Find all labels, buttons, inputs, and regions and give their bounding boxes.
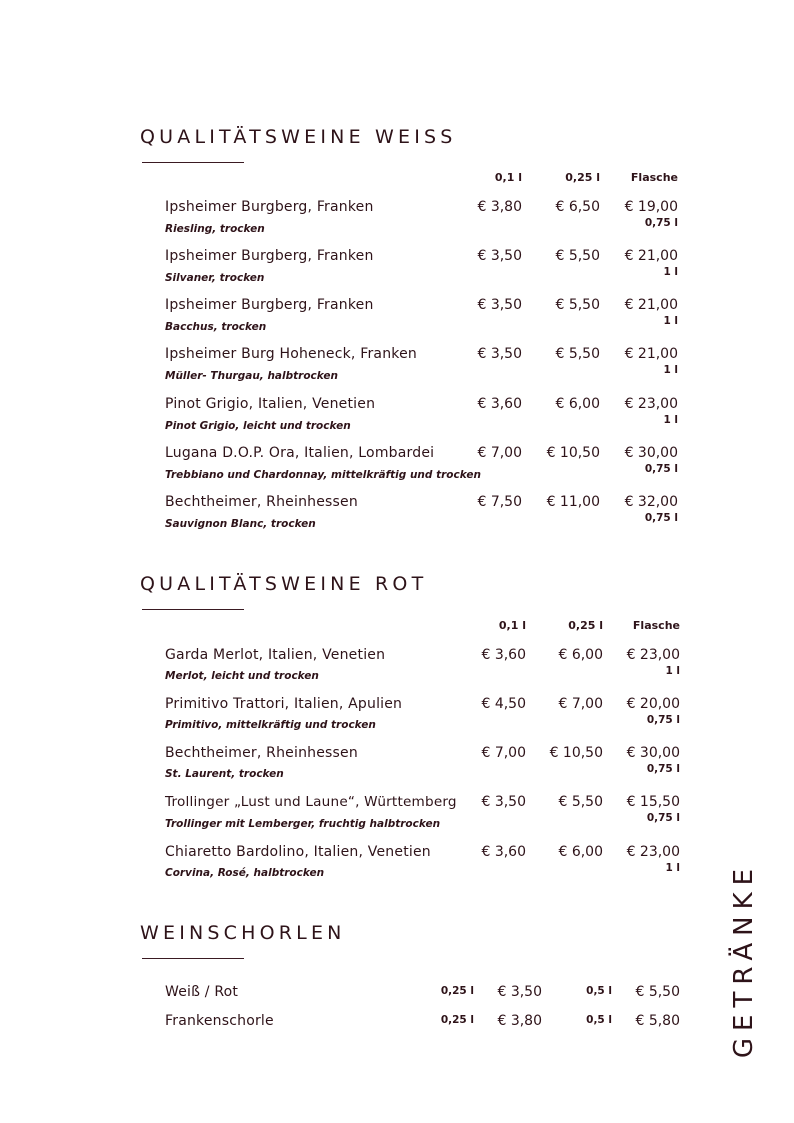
price-medium: € 5,50 xyxy=(555,346,600,362)
section-rule-weinschorlen xyxy=(142,958,244,959)
wine-desc: Trollinger mit Lemberger, fruchtig halbtrocken xyxy=(165,818,441,830)
side-title-text: GETRÄNKE xyxy=(729,861,759,1059)
wine-name: Primitivo Trattori, Italien, Apulien xyxy=(165,696,403,712)
col-head-bottle: Flasche xyxy=(632,619,680,632)
col-head-small: 0,1 l xyxy=(498,619,526,632)
bottle-volume: 0,75 l xyxy=(646,763,680,775)
schorle-price-small: € 3,80 xyxy=(497,1013,542,1029)
wine-name: Ipsheimer Burgberg, Franken xyxy=(165,199,374,215)
price-medium: € 5,50 xyxy=(555,297,600,313)
col-head-medium: 0,25 l xyxy=(565,171,600,184)
price-small: € 3,60 xyxy=(481,844,526,860)
price-medium: € 10,50 xyxy=(546,445,600,461)
wine-desc: St. Laurent, trocken xyxy=(165,768,284,780)
price-small: € 3,50 xyxy=(477,297,522,313)
wine-desc: Merlot, leicht und trocken xyxy=(165,670,319,682)
price-medium: € 7,00 xyxy=(558,696,603,712)
wine-name: Bechtheimer, Rheinhessen xyxy=(165,745,358,761)
price-bottle: € 23,00 xyxy=(626,844,680,860)
wine-name: Bechtheimer, Rheinhessen xyxy=(165,494,358,510)
price-bottle: € 21,00 xyxy=(624,297,678,313)
schorle-volume-small: 0,25 l xyxy=(440,985,474,997)
wine-name: Ipsheimer Burg Hoheneck, Franken xyxy=(165,346,417,362)
bottle-volume: 1 l xyxy=(663,414,678,426)
price-small: € 7,00 xyxy=(481,745,526,761)
price-medium: € 5,50 xyxy=(555,248,600,264)
price-small: € 3,80 xyxy=(477,199,522,215)
schorle-price-large: € 5,50 xyxy=(635,984,680,1000)
wine-name: Lugana D.O.P. Ora, Italien, Lombardei xyxy=(165,445,435,461)
price-bottle: € 15,50 xyxy=(626,794,680,810)
col-head-bottle: Flasche xyxy=(630,171,678,184)
schorle-name: Frankenschorle xyxy=(165,1013,274,1029)
price-medium: € 5,50 xyxy=(558,794,603,810)
bottle-volume: 1 l xyxy=(665,862,680,874)
wine-desc: Riesling, trocken xyxy=(165,223,265,235)
schorle-name: Weiß / Rot xyxy=(165,984,239,1000)
schorle-price-large: € 5,80 xyxy=(635,1013,680,1029)
price-bottle: € 30,00 xyxy=(626,745,680,761)
wine-desc: Corvina, Rosé, halbtrocken xyxy=(165,867,325,879)
price-small: € 7,00 xyxy=(477,445,522,461)
schorle-price-small: € 3,50 xyxy=(497,984,542,1000)
bottle-volume: 0,75 l xyxy=(646,812,680,824)
price-bottle: € 20,00 xyxy=(626,696,680,712)
price-bottle: € 19,00 xyxy=(624,199,678,215)
bottle-volume: 0,75 l xyxy=(644,512,678,524)
price-small: € 3,50 xyxy=(481,794,526,810)
wine-desc: Pinot Grigio, leicht und trocken xyxy=(165,420,351,432)
bottle-volume: 0,75 l xyxy=(646,714,680,726)
wine-name: Ipsheimer Burgberg, Franken xyxy=(165,248,374,264)
price-bottle: € 32,00 xyxy=(624,494,678,510)
wine-name: Chiaretto Bardolino, Italien, Venetien xyxy=(165,844,431,860)
wine-name: Garda Merlot, Italien, Venetien xyxy=(165,647,386,663)
wine-desc: Sauvignon Blanc, trocken xyxy=(165,518,316,530)
section-rule-rot xyxy=(142,609,244,610)
wine-desc: Silvaner, trocken xyxy=(165,272,265,284)
price-small: € 3,60 xyxy=(481,647,526,663)
price-small: € 3,50 xyxy=(477,248,522,264)
price-small: € 4,50 xyxy=(481,696,526,712)
section-title-weiss: QUALITÄTSWEINE WEISS xyxy=(140,126,457,148)
section-rule-weiss xyxy=(142,162,244,163)
bottle-volume: 1 l xyxy=(665,665,680,677)
wine-name: Pinot Grigio, Italien, Venetien xyxy=(165,396,376,412)
wine-desc: Müller- Thurgau, halbtrocken xyxy=(165,370,338,382)
wine-desc: Primitivo, mittelkräftig und trocken xyxy=(165,719,376,731)
price-small: € 7,50 xyxy=(477,494,522,510)
bottle-volume: 1 l xyxy=(663,364,678,376)
price-bottle: € 23,00 xyxy=(624,396,678,412)
schorle-volume-large: 0,5 l xyxy=(586,985,612,997)
price-bottle: € 21,00 xyxy=(624,346,678,362)
wine-name: Trollinger „Lust und Laune“, Württemberg xyxy=(165,794,457,810)
bottle-volume: 1 l xyxy=(663,315,678,327)
wine-name: Ipsheimer Burgberg, Franken xyxy=(165,297,374,313)
price-bottle: € 23,00 xyxy=(626,647,680,663)
price-medium: € 6,00 xyxy=(558,647,603,663)
price-small: € 3,60 xyxy=(477,396,522,412)
bottle-volume: 0,75 l xyxy=(644,217,678,229)
bottle-volume: 1 l xyxy=(663,266,678,278)
price-medium: € 11,00 xyxy=(546,494,600,510)
price-bottle: € 30,00 xyxy=(624,445,678,461)
wine-desc: Bacchus, trocken xyxy=(165,321,267,333)
price-medium: € 10,50 xyxy=(549,745,603,761)
section-title-rot: QUALITÄTSWEINE ROT xyxy=(140,573,428,595)
col-head-medium: 0,25 l xyxy=(568,619,603,632)
schorle-volume-small: 0,25 l xyxy=(440,1014,474,1026)
bottle-volume: 0,75 l xyxy=(644,463,678,475)
price-small: € 3,50 xyxy=(477,346,522,362)
price-medium: € 6,00 xyxy=(558,844,603,860)
price-bottle: € 21,00 xyxy=(624,248,678,264)
price-medium: € 6,50 xyxy=(555,199,600,215)
schorle-volume-large: 0,5 l xyxy=(586,1014,612,1026)
wine-desc: Trebbiano und Chardonnay, mittelkräftig und trocken xyxy=(165,469,481,481)
section-title-weinschorlen: WEINSCHORLEN xyxy=(140,922,346,944)
price-medium: € 6,00 xyxy=(555,396,600,412)
col-head-small: 0,1 l xyxy=(494,171,522,184)
